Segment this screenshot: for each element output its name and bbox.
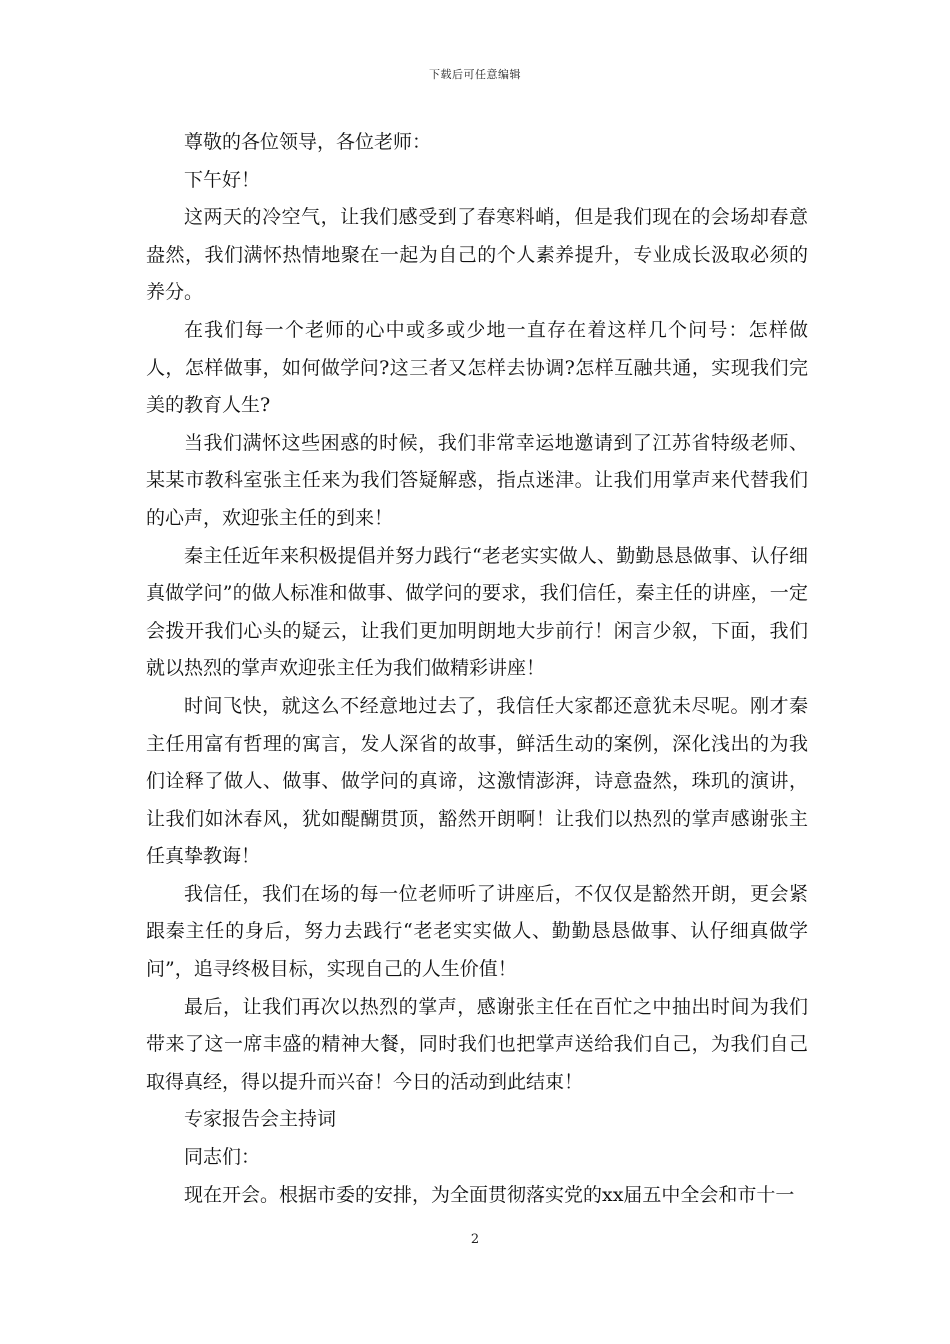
paragraph: 最后，让我们再次以热烈的掌声，感谢张主任在百忙之中抽出时间为我们带来了这一席丰盛的精神大餐，同时我们也把掌声送给我们自己，为我们自己取得真经，得以提升而兴奋！今日的活动到此结束！ — [146, 995, 808, 1093]
paragraph: 当我们满怀这些困惑的时候，我们非常幸运地邀请到了江苏省特级老师、某某市教科室张主任来为我们答疑解惑，指点迷津。让我们用掌声来代替我们的心声，欢迎张主任的到来！ — [146, 431, 808, 529]
page-number: 2 — [470, 1232, 480, 1247]
paragraph: 现在开会。根据市委的安排，为全面贯彻落实党的xx届五中全会和市十一 — [184, 1183, 795, 1206]
salutation: 尊敬的各位领导，各位老师： — [184, 131, 432, 153]
header-note: 下载后可任意编辑 — [429, 68, 521, 81]
salutation: 同志们： — [184, 1146, 261, 1169]
paragraph: 秦主任近年来积极提倡并努力践行“老老实实做人、勤勤恳恳做事、认仔细真做学问”的做人标准和做事、做学问的要求，我们信任，秦主任的讲座，一定会拨开我们心头的疑云，让我们更加明朗地大步前行！闲言少叙，下面，我们就以热烈的掌声欢迎张主任为我们做精彩讲座！ — [146, 544, 808, 680]
paragraph: 时间飞快，就这么不经意地过去了，我信任大家都还意犹未尽呢。刚才秦主任用富有哲理的寓言，发人深省的故事，鲜活生动的案例，深化浅出的为我们诠释了做人、做事、做学问的真谛，这激情澎湃，诗意盎然，珠玑的演讲，让我们如沐春风，犹如醍醐贯顶，豁然开朗啊！让我们以热烈的掌声感谢张主任真挚教诲！ — [146, 694, 808, 868]
section-title: 专家报告会主持词 — [184, 1108, 337, 1131]
paragraph: 这两天的冷空气，让我们感受到了春寒料峭，但是我们现在的会场却春意盎然，我们满怀热情地聚在一起为自己的个人素养提升，专业成长汲取必须的养分。 — [146, 206, 808, 304]
document-body — [146, 124, 808, 1214]
greeting: 下午好！ — [184, 168, 261, 191]
paragraph: 在我们每一个老师的心中或多或少地一直存在着这样几个问号：怎样做人，怎样做事，如何做学问?这三者又怎样去协调?怎样互融共通，实现我们完美的教育人生? — [146, 318, 808, 417]
paragraph: 我信任，我们在场的每一位老师听了讲座后，不仅仅是豁然开朗，更会紧跟秦主任的身后，努力去践行“老老实实做人、勤勤恳恳做事、认仔细真做学问”，追寻终极目标，实现自己的人生价值！ — [146, 882, 808, 981]
